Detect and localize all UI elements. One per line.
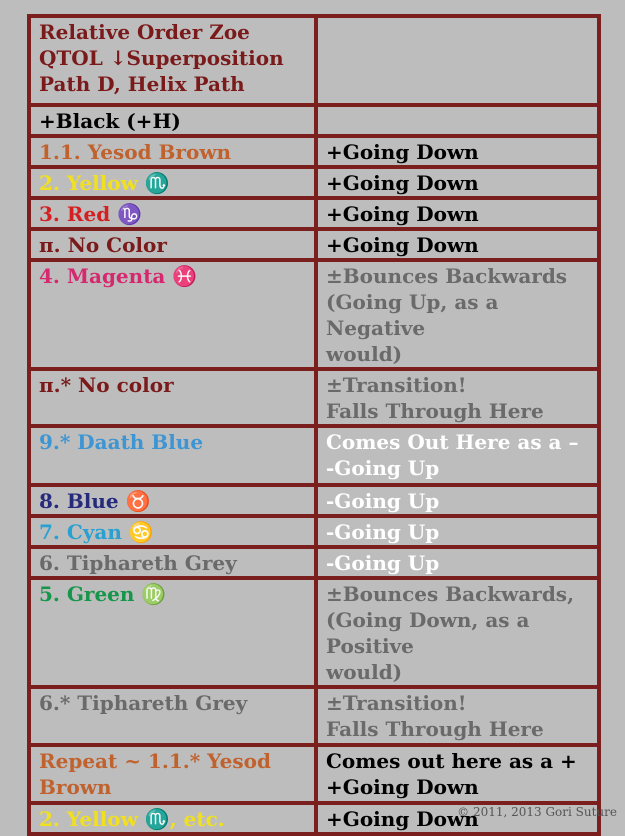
row-5-left-cell: π. No Color [29,229,316,260]
table-row [29,516,599,547]
table-row [29,485,599,516]
copyright-notice: © 2011, 2013 Gori Suture [457,805,617,819]
table-row [29,260,599,369]
row-4-left-cell: 3. Red ♑ [29,198,316,229]
row-12-left-cell: 5. Green ♍ [29,578,316,687]
row-0-left-cell: Relative Order Zoe QTOL ↓Superposition Path D, Helix Path [29,16,316,105]
table-row [29,745,599,803]
table-row [29,426,599,485]
row-1-left-cell: +Black (+H) [29,105,316,136]
row-3-right-cell: +Going Down [316,167,599,198]
table-row [29,136,599,167]
table-row [29,167,599,198]
table-row [29,369,599,426]
row-12-right-cell: ±Bounces Backwards, (Going Down, as a Positive would) [316,578,599,687]
row-8-right-cell: Comes Out Here as a – -Going Up [316,426,599,485]
row-6-left-cell: 4. Magenta ♓ [29,260,316,369]
row-5-right-cell: +Going Down [316,229,599,260]
row-11-right-cell: -Going Up [316,547,599,578]
table-row [29,229,599,260]
zoe-order-table [27,14,601,836]
row-14-right-cell: Comes out here as a + +Going Down [316,745,599,803]
row-15-right-cell: +Going Down [316,803,599,834]
table-row [29,16,599,105]
table-row [29,198,599,229]
row-13-left-cell: 6.* Tiphareth Grey [29,687,316,745]
row-8-left-cell: 9.* Daath Blue [29,426,316,485]
row-7-left-cell: π.* No color [29,369,316,426]
table-row [29,687,599,745]
row-9-left-cell: 8. Blue ♉ [29,485,316,516]
table-row [29,105,599,136]
row-7-right-cell: ±Transition! Falls Through Here [316,369,599,426]
row-13-right-cell: ±Transition! Falls Through Here [316,687,599,745]
row-4-right-cell: +Going Down [316,198,599,229]
row-3-left-cell: 2. Yellow ♏ [29,167,316,198]
row-10-right-cell: -Going Up [316,516,599,547]
row-6-right-cell: ±Bounces Backwards (Going Up, as a Negative would) [316,260,599,369]
row-1-right-cell [316,105,599,136]
table-row [29,547,599,578]
table-row [29,578,599,687]
row-2-right-cell: +Going Down [316,136,599,167]
row-14-left-cell: Repeat ~ 1.1.* Yesod Brown [29,745,316,803]
row-11-left-cell: 6. Tiphareth Grey [29,547,316,578]
row-10-left-cell: 7. Cyan ♋ [29,516,316,547]
row-15-left-cell: 2. Yellow ♏, etc. [29,803,316,834]
row-0-right-cell [316,16,599,105]
row-2-left-cell: 1.1. Yesod Brown [29,136,316,167]
row-9-right-cell: -Going Up [316,485,599,516]
